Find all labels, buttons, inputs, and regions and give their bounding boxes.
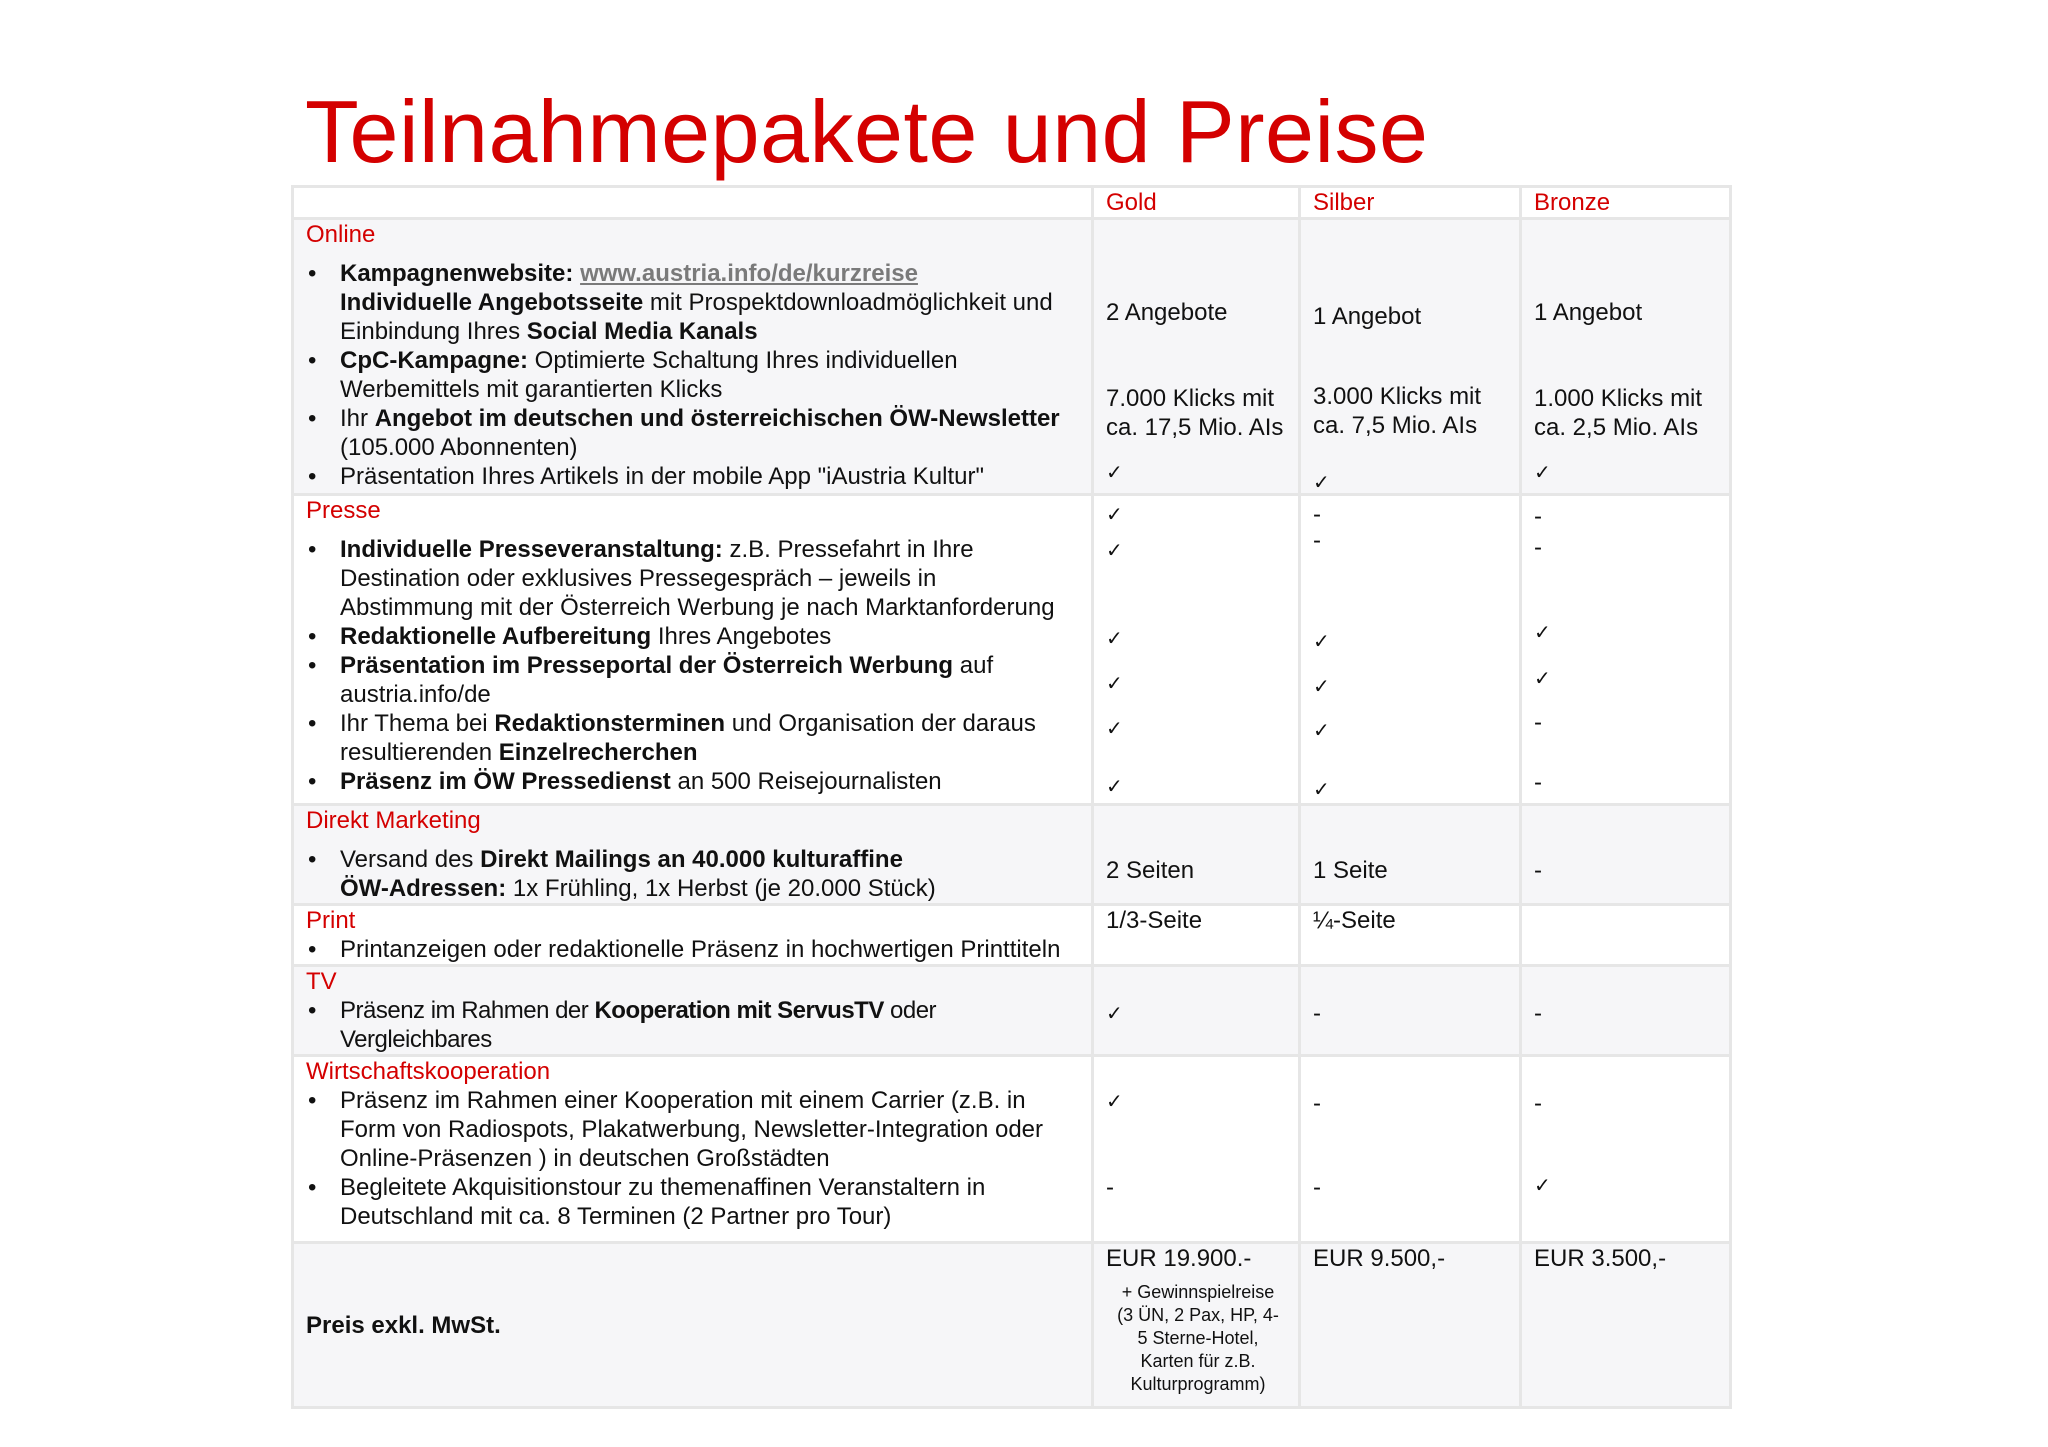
price-label: Preis exkl. MwSt. bbox=[306, 1311, 501, 1339]
preis-gold bbox=[1093, 1243, 1300, 1408]
presse-silber: - ✓ ✓ ✓ ✓ bbox=[1300, 495, 1521, 805]
col-bronze: Bronze bbox=[1521, 187, 1731, 219]
check-icon: ✓ bbox=[1313, 718, 1330, 742]
row-wirtschaft bbox=[293, 1056, 1731, 1243]
presse-bronze: - ✓ ✓ - - bbox=[1521, 495, 1731, 805]
presse-desc bbox=[293, 495, 1093, 805]
list-item: • Printanzeigen oder redaktionelle Präsenz in hochwertigen Printtiteln bbox=[306, 935, 1079, 964]
wirtschaft-bronze: - ✓ bbox=[1521, 1056, 1731, 1243]
check-icon: ✓ bbox=[1313, 629, 1330, 653]
online-gold: 2 Angebote 7.000 Klicks mit ca. 17,5 Mio. AIs ✓ ✓ bbox=[1093, 219, 1300, 495]
check-icon: ✓ bbox=[1106, 774, 1123, 798]
list-item: • Präsenz im ÖW Pressedienst an 500 Reisejournalisten bbox=[306, 767, 1079, 796]
check-icon: ✓ bbox=[1313, 470, 1330, 494]
list-item: • Präsenz im Rahmen einer Kooperation mit einem Carrier (z.B. in Form von Radiospots, Plakatwerbung, Newsletter-Integration oder Online-Präsenzen ) in deutschen Großstädten bbox=[306, 1086, 1079, 1173]
col-silber: Silber bbox=[1300, 187, 1521, 219]
online-desc bbox=[293, 219, 1093, 495]
check-icon: ✓ bbox=[1106, 502, 1123, 526]
section-label-direkt: Direkt Marketing bbox=[306, 807, 481, 834]
wirtschaft-gold: ✓ - bbox=[1093, 1056, 1300, 1243]
tv-bronze: - bbox=[1521, 966, 1731, 1056]
check-icon: ✓ bbox=[1106, 626, 1123, 650]
list-item: • Individuelle Presseveranstaltung: z.B. Pressefahrt in Ihre Destination oder exklusives Pressegespräch – jeweils in Abstimmung mit der Österreich Werbung je nach Marktanforderung bbox=[306, 535, 1079, 622]
presse-gold bbox=[1093, 495, 1300, 805]
check-icon: ✓ bbox=[1534, 1173, 1551, 1197]
list-item: • Präsentation Ihres Artikels in der mobile App "iAustria Kultur" bbox=[306, 462, 1079, 491]
row-tv bbox=[293, 966, 1731, 1056]
tv-desc bbox=[293, 966, 1093, 1056]
online-bronze: 1 Angebot 1.000 Klicks mit ca. 2,5 Mio. AIs ✓ - bbox=[1521, 219, 1731, 495]
section-label-print: Print bbox=[306, 907, 356, 934]
list-item: • Ihr Angebot im deutschen und österreichischen ÖW-Newsletter (105.000 Abonnenten) bbox=[306, 404, 1079, 462]
wirtschaft-silber: - - bbox=[1300, 1056, 1521, 1243]
check-icon: ✓ bbox=[1106, 538, 1123, 562]
print-bronze bbox=[1521, 905, 1731, 966]
direkt-bronze: - bbox=[1521, 805, 1731, 905]
check-icon: ✓ bbox=[1534, 620, 1551, 644]
price-gold-note: + Gewinnspielreise (3 ÜN, 2 Pax, HP, 4- 5 Sterne-Hotel, Karten für z.B. Kulturprogramm) bbox=[1117, 1282, 1279, 1394]
price-gold: EUR 19.900.- bbox=[1106, 1245, 1252, 1272]
preis-bronze: EUR 3.500,- bbox=[1521, 1243, 1731, 1408]
check-icon: ✓ bbox=[1534, 666, 1551, 690]
preis-desc bbox=[293, 1243, 1093, 1408]
check-icon: ✓ bbox=[1313, 777, 1330, 801]
page-title: Teilnahmepakete und Preise bbox=[305, 82, 1429, 181]
section-label-wirtschaft: Wirtschaftskooperation bbox=[306, 1058, 551, 1085]
tv-silber: - bbox=[1300, 966, 1521, 1056]
direkt-desc bbox=[293, 805, 1093, 905]
check-icon: ✓ bbox=[1106, 1001, 1123, 1025]
check-icon: ✓ bbox=[1106, 1089, 1123, 1113]
row-print bbox=[293, 905, 1731, 966]
preis-silber: EUR 9.500,- bbox=[1300, 1243, 1521, 1408]
online-silber: 1 Angebot 3.000 Klicks mit ca. 7,5 Mio. AIs ✓ - bbox=[1300, 219, 1521, 495]
check-icon: ✓ bbox=[1106, 460, 1123, 484]
check-icon: ✓ bbox=[1534, 460, 1551, 484]
check-icon: ✓ bbox=[1106, 671, 1123, 695]
direkt-silber: 1 Seite bbox=[1300, 805, 1521, 905]
section-label-online: Online bbox=[306, 221, 376, 248]
col-gold: Gold bbox=[1093, 187, 1300, 219]
row-preis bbox=[293, 1243, 1731, 1408]
print-silber: ¼-Seite bbox=[1300, 905, 1521, 966]
print-desc bbox=[293, 905, 1093, 966]
section-label-tv: TV bbox=[306, 968, 337, 995]
row-online bbox=[293, 219, 1731, 495]
wirtschaft-desc bbox=[293, 1056, 1093, 1243]
list-item: • Kampagnenwebsite: www.austria.info/de/kurzreise Individuelle Angebotsseite mit Prospektdownloadmöglichkeit und Einbindung Ihres Social Media Kanals bbox=[306, 259, 1079, 346]
check-icon: ✓ bbox=[1313, 674, 1330, 698]
tv-gold bbox=[1093, 966, 1300, 1056]
header-row bbox=[293, 187, 1731, 219]
list-item: • Präsenz im Rahmen der Kooperation mit ServusTV oder Vergleichbares bbox=[306, 996, 1079, 1054]
campaign-website-link[interactable]: www.austria.info/de/kurzreise bbox=[580, 260, 918, 287]
package-table bbox=[291, 185, 1732, 1409]
list-item: • Ihr Thema bei Redaktionsterminen und Organisation der daraus resultierenden Einzelrecherchen bbox=[306, 709, 1079, 767]
direkt-gold: 2 Seiten bbox=[1093, 805, 1300, 905]
check-icon: ✓ bbox=[1106, 716, 1123, 740]
print-gold: 1/3-Seite bbox=[1093, 905, 1300, 966]
list-item: • Begleitete Akquisitionstour zu themenaffinen Veranstaltern in Deutschland mit ca. 8 Terminen (2 Partner pro Tour) bbox=[306, 1173, 1079, 1231]
list-item: • Redaktionelle Aufbereitung Ihres Angebotes bbox=[306, 622, 1079, 651]
list-item: • CpC-Kampagne: Optimierte Schaltung Ihres individuellen Werbemittels mit garantierten Klicks bbox=[306, 346, 1079, 404]
row-presse bbox=[293, 495, 1731, 805]
section-label-presse: Presse bbox=[306, 497, 381, 524]
list-item: • Versand des Direkt Mailings an 40.000 kulturaffine ÖW-Adressen: 1x Frühling, 1x Herbst (je 20.000 Stück) bbox=[306, 845, 1079, 903]
row-direkt bbox=[293, 805, 1731, 905]
list-item: • Präsentation im Presseportal der Österreich Werbung auf austria.info/de bbox=[306, 651, 1079, 709]
